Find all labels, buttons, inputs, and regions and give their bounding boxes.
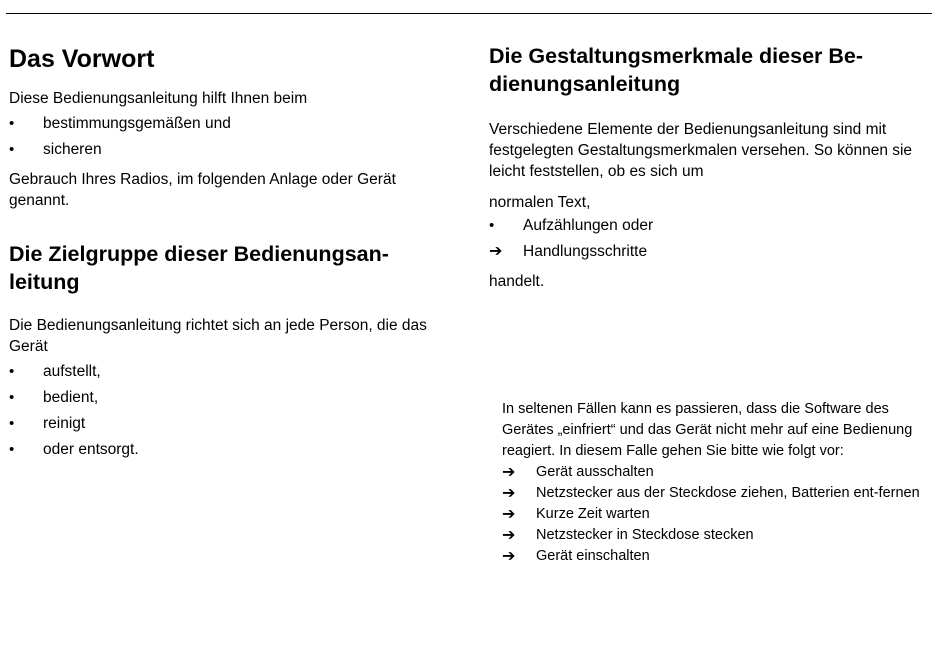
list-item [9,385,457,411]
heading-line: Die Gestaltungsmerkmale dieser Be- [489,44,864,68]
heading-line: dienungsanleitung [489,72,681,96]
vorwort-bullet-list [9,111,457,163]
section-gestaltung [489,42,929,292]
gestaltung-intro: Verschiedene Elemente der Bedienungsanleitung sind mit festgelegten Gestaltungsmerkmalen versehen. So können sie leicht feststellen, ob es sich um [489,121,913,180]
list-item [502,462,922,483]
top-divider [6,13,932,14]
heading-zielgruppe [9,240,457,296]
list-item-text: Handlungsschritte [523,243,648,260]
section-vorwort [9,44,457,211]
list-item [502,483,922,504]
list-item-text: Gerät ausschalten [536,464,654,480]
list-item [502,525,922,546]
vorwort-intro: Diese Bedienungsanleitung hilft Ihnen beim [9,90,308,107]
section-zielgruppe [9,240,457,463]
arrow-right-icon: ➔ [502,464,516,481]
bullet-icon: • [9,389,15,406]
list-item-text: bedient, [43,389,99,406]
list-item-text: Kurze Zeit warten [536,506,650,522]
list-item [489,239,929,265]
list-item [9,359,457,385]
list-item [502,504,922,525]
arrow-right-icon: ➔ [502,527,516,544]
list-item-text: oder entsorgt. [43,441,139,458]
gestaltung-outro: handelt. [489,273,545,290]
arrow-right-icon: ➔ [502,548,516,565]
heading-line: leitung [9,270,80,294]
list-item-text: reinigt [43,415,86,432]
list-item-text: aufstellt, [43,363,101,380]
info-note [502,399,922,567]
right-column [489,42,929,292]
list-item [9,137,457,163]
bullet-icon: • [9,141,15,158]
bullet-icon: • [489,217,495,234]
gestaltung-normal-text: normalen Text, [489,194,591,211]
arrow-right-icon: ➔ [502,506,516,523]
list-item-text: sicheren [43,141,102,158]
list-item-text: Netzstecker in Steckdose stecken [536,527,754,543]
arrow-right-icon: ➔ [489,243,503,260]
list-item [9,437,457,463]
list-item-text: Gerät einschalten [536,548,650,564]
vorwort-outro: Gebrauch Ihres Radios, im folgenden Anlage oder Gerät genannt. [9,171,396,209]
list-item-text: Netzstecker aus der Steckdose ziehen, Batterien ent-fernen [536,485,920,501]
heading-line: Die Zielgruppe dieser Bedienungsan- [9,242,389,266]
list-item-text: Aufzählungen oder [523,217,654,234]
bullet-icon: • [9,363,15,380]
list-item-text: bestimmungsgemäßen und [43,115,231,132]
gestaltung-example-list [489,213,929,265]
list-item [9,111,457,137]
bullet-icon: • [9,441,15,458]
bullet-icon: • [9,415,15,432]
heading-gestaltung [489,42,929,98]
list-item [502,546,922,567]
heading-vorwort: Das Vorwort [9,45,155,73]
list-item [9,411,457,437]
arrow-right-icon: ➔ [502,485,516,502]
zielgruppe-intro: Die Bedienungsanleitung richtet sich an jede Person, die das Gerät [9,317,427,355]
list-item [489,213,929,239]
note-steps-list [502,462,922,567]
note-text: In seltenen Fällen kann es passieren, dass die Software des Gerätes „einfriert“ und das Gerät nicht mehr auf eine Bedienung reagiert. In diesem Falle gehen Sie bitte wie folgt vor: [502,401,913,459]
zielgruppe-bullet-list [9,359,457,463]
left-column [9,44,457,463]
bullet-icon: • [9,115,15,132]
